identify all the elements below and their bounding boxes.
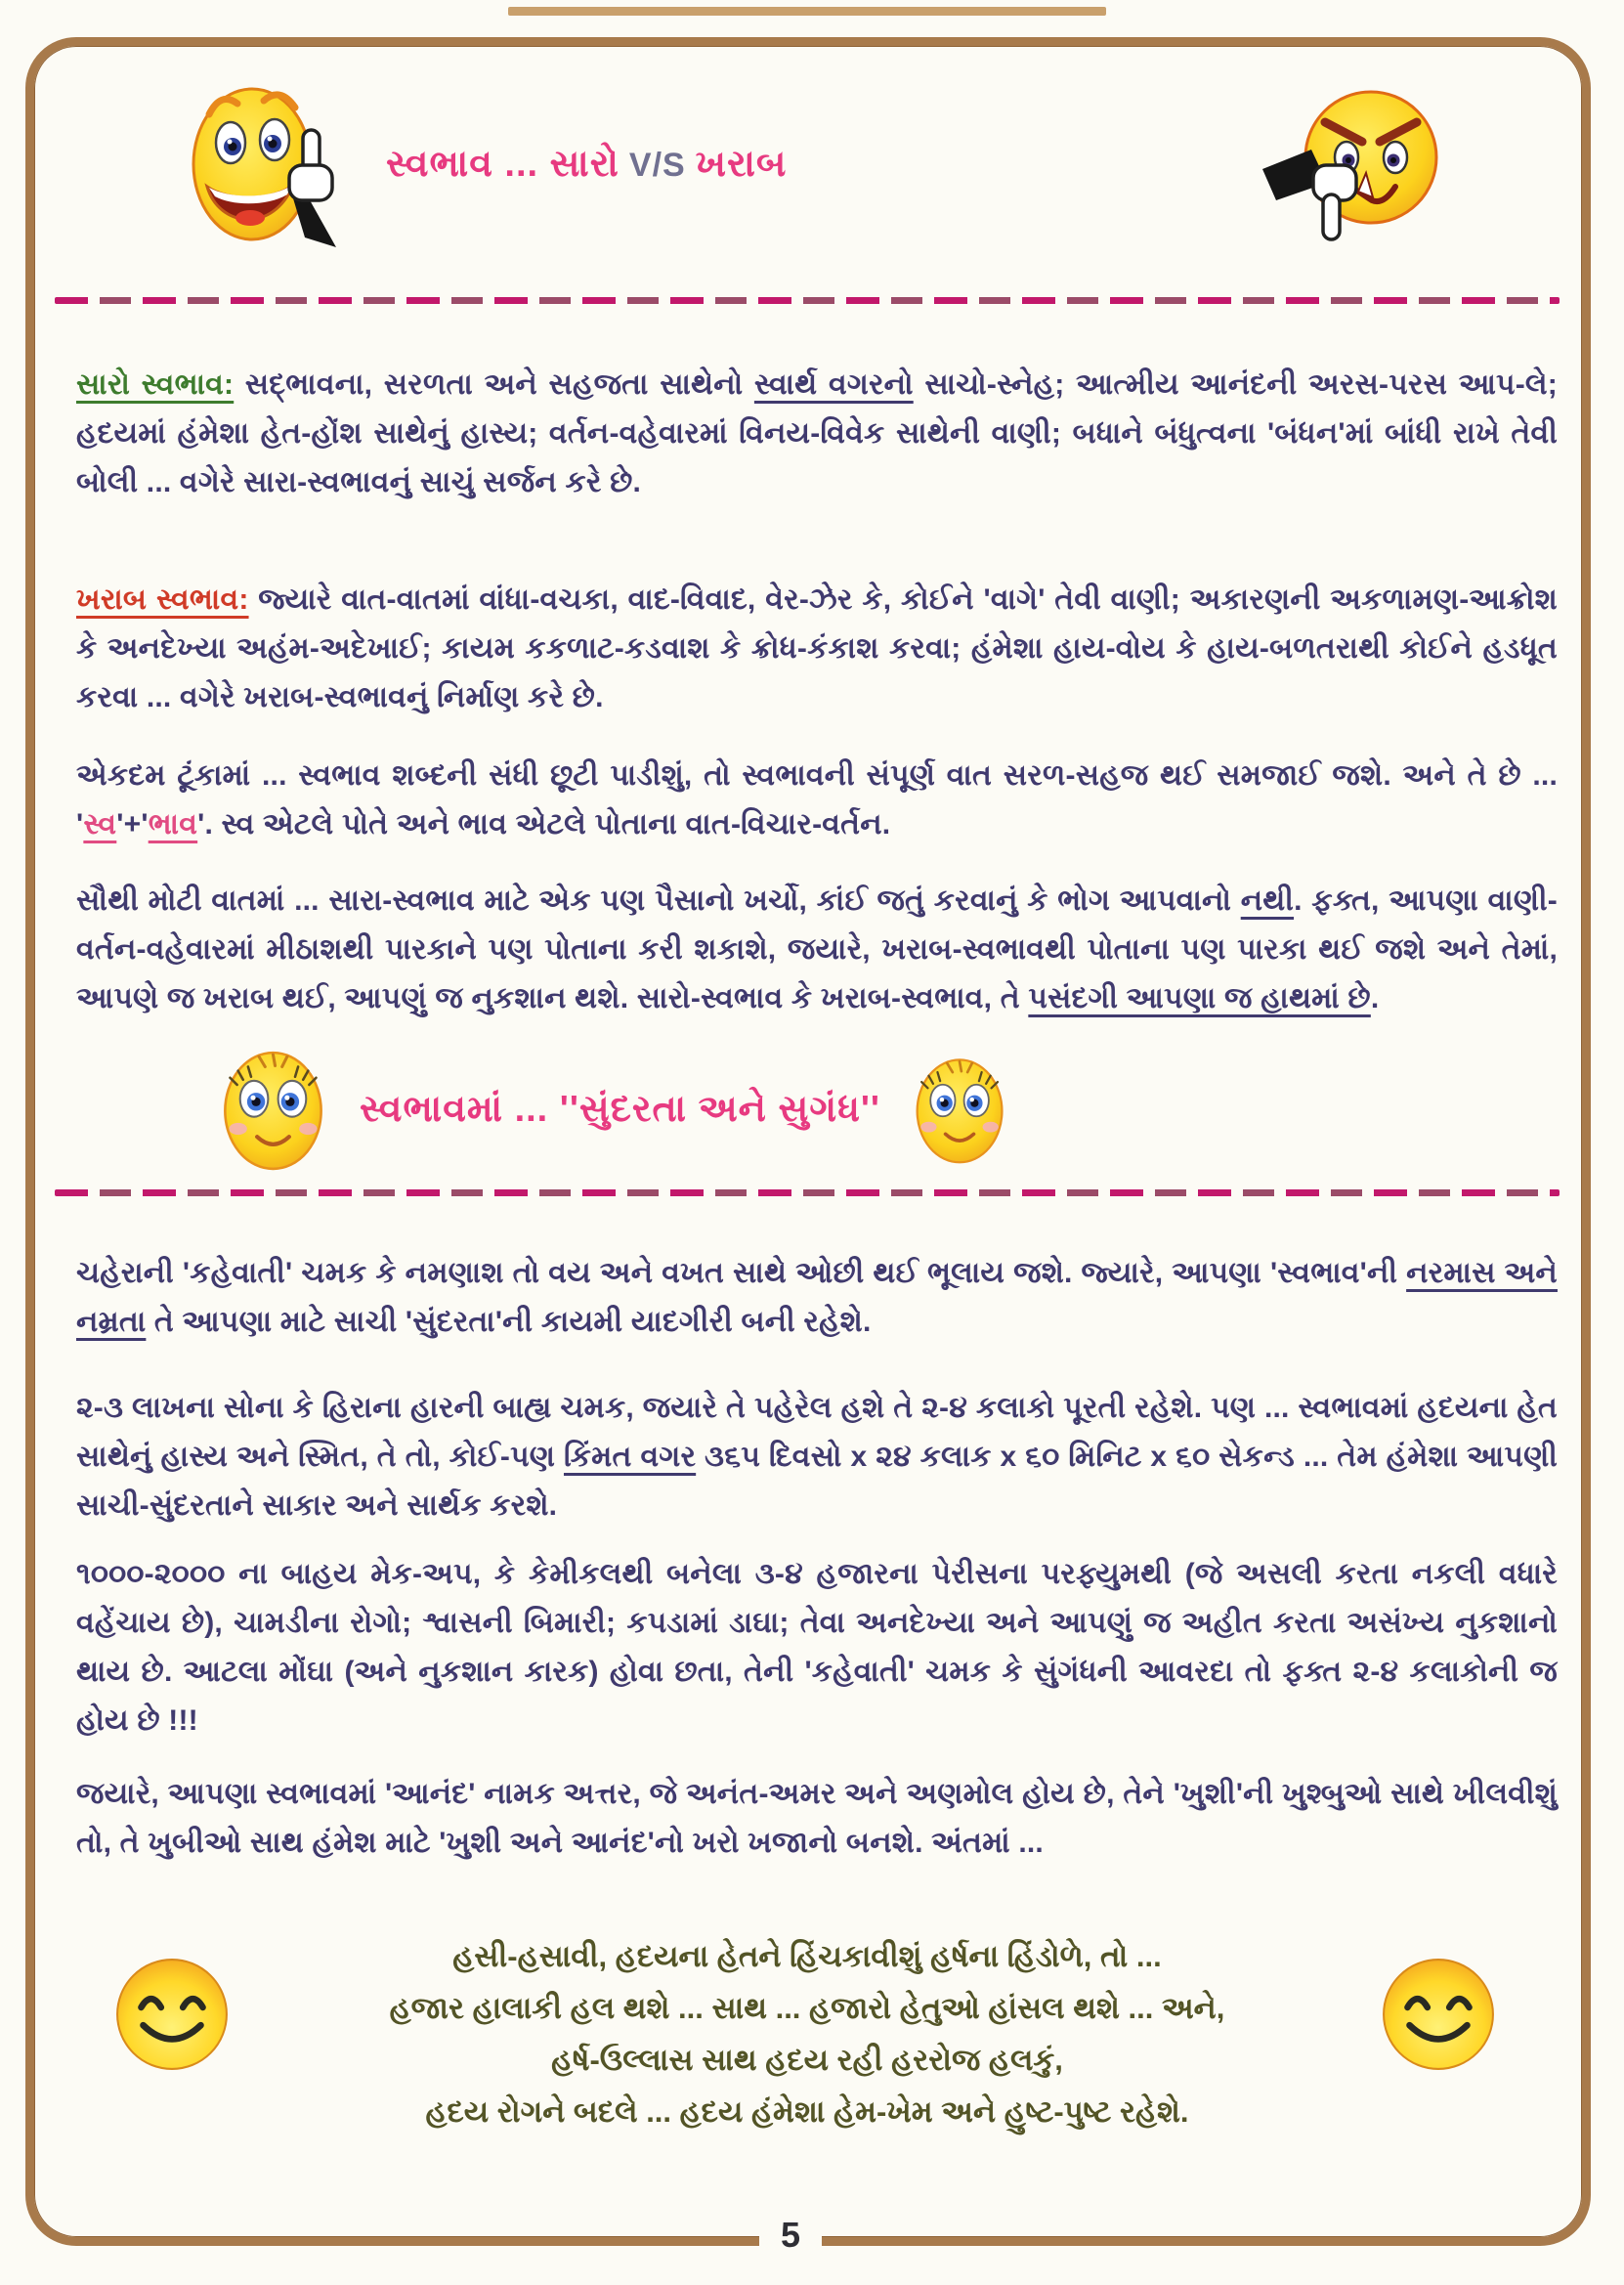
underlined-softness: નરમાસ અને નમ્રતા — [76, 1257, 1558, 1338]
header2-title: સ્વભાવમાં ... ''સુંદરતા અને સુગંધ'' — [360, 1088, 880, 1130]
cute-smiley-eyelashes-icon — [221, 1047, 326, 1172]
paragraph-swabhav-split — [76, 752, 1558, 849]
paragraph-face-glow — [76, 1249, 1558, 1347]
paragraph-text: ૩૬૫ દિવસો x ૨૪ કલાક x ૬૦ મિનિટ x ૬૦ સેકન્ડ ... તેમ હંમેશા આપણી સાચી-સુંદરતાને સાકાર અને સાર્થક કરશે. — [76, 1441, 1559, 1522]
cute-smiley-eyelashes-icon — [914, 1055, 1006, 1165]
paragraph-text: તે આપણા માટે સાચી 'સુંદરતા'ની કાયમી યાદગીરી બની રહેશે. — [146, 1306, 872, 1338]
underlined-phrase: સ્વાર્થ વગરનો — [753, 368, 914, 401]
paragraph-anand-attar — [76, 1770, 1558, 1868]
poem-line-2: હજાર હાલાકી હલ થશે ... સાથ ... હજારો હેતુઓ હાંસલ થશે ... અને, — [389, 1991, 1225, 2025]
page-content — [35, 45, 1579, 2137]
paragraph-text: સૌથી મોટી વાતમાં ... સારા-સ્વભાવ માટે એક પણ પૈસાનો ખર્ચો, કાંઈ જતું કરવાનું કે ભોગ આપવાનો — [76, 884, 1241, 917]
poem-line-3: હર્ષ-ઉલ્લાસ સાથ હદય રહી હરરોજ હલકું, — [551, 2043, 1063, 2077]
paragraph-good-nature — [76, 361, 1558, 507]
blushing-grin-smiley-icon — [1380, 1956, 1497, 2073]
underlined-swa: સ્વ — [83, 808, 117, 841]
page-number: 5 — [759, 2213, 822, 2258]
paragraph-text: '. સ્વ એટલે પોતે અને ભાવ એટલે પોતાના વાત-વિચાર-વર્તન. — [197, 808, 891, 841]
closing-poem — [35, 1930, 1579, 2137]
header1-title — [386, 144, 787, 186]
poem-line-4: હદય રોગને બદલે ... હદય હંમેશા હેમ-ખેમ અને હુષ્ટ-પુષ્ટ રહેશે. — [425, 2094, 1189, 2129]
header1-title-left: સ્વભાવ ... સારો — [386, 143, 620, 185]
scan-edge-strip — [508, 7, 1106, 16]
poem-line-1: હસી-હસાવી, હદયના હેતને હિંચકાવીશું હર્ષના હિંડોળે, તો ... — [452, 1939, 1162, 1973]
angry-smiley-thumbs-down-icon — [1259, 71, 1442, 257]
paragraph-biggest-point — [76, 877, 1558, 1023]
header-good-vs-bad — [35, 66, 1579, 262]
header1-vs: V/S — [628, 146, 686, 184]
bad-nature-label: ખરાબ સ્વભાવ: — [76, 583, 249, 616]
underlined-free-of-cost: કિંમત વગર — [563, 1441, 697, 1473]
paragraph-text: . ફક્ત, આપણા વાણી-વર્તન-વહેવારમાં મીઠાશથી પારકાને પણ પોતાના કરી શકાશે, જયારે, ખરાબ-સ્વભાવથી પોતાના પણ પારકા થઈ જશે અને તેમાં, આપણે જ ખરાબ થઈ, આપણું જ નુકશાન થશે. સારો-સ્વભાવ કે ખરાબ-સ્વભાવ, તે — [76, 884, 1558, 1014]
blushing-grin-smiley-icon — [113, 1956, 231, 2073]
paragraph-text: એકદમ ટૂંકામાં ... સ્વભાવ શબ્દની સંધી છૂટી પાડીશું, તો સ્વભાવની સંપૂર્ણ વાત સરળ-સહજ થઈ સમજાઈ જશે. અને તે છે ... ' — [76, 759, 1558, 841]
paragraph-text: ૧૦૦૦-૨૦૦૦ ના બાહય મેક-અપ, કે કેમીકલથી બનેલા ૩-૪ હજારના પેરીસના પરફ્યુમથી (જે અસલી કરતા નકલી વધારે વહેંચાય છે), ચામડીના રોગો; શ્વાસની બિમારી; કપડામાં ડાઘા; તેવા અનદેખ્યા અને આપણું જ અહીત કરતા અસંખ્ય નુકશાનો થાય છે. આટલા મોંઘા (અને નુકશાન કારક) હોવા છતા, તેની 'કહેવાતી' ચમક કે સુંગંધની આવરદા તો ફક્ત ૨-૪ કલાકોની જ હોય છે !!! — [76, 1558, 1558, 1737]
paragraph-text: જ્યારે વાત-વાતમાં વાંધા-વચકા, વાદ-વિવાદ, વેર-ઝેર કે, કોઈને 'વાગે' તેવી વાણી; અકારણની અકળામણ-આક્રોશ કે અનદેખ્યા અહંમ-અદેખાઈ; કાયમ કકળાટ-કડવાશ કે ક્રોધ-કંકાશ કરવા; હંમેશા હાય-વોય કે હાય-બળતરાથી કોઈને હડધૂત કરવા ... વગેરે ખરાબ-સ્વભાવનું નિર્માણ કરે છે. — [76, 583, 1558, 713]
paragraph-gold-necklace — [76, 1384, 1558, 1531]
header1-title-right: ખરાબ — [695, 143, 788, 185]
smiley-thumbs-up-icon — [182, 71, 343, 257]
underlined-choice: પસંદગી આપણા જ હાથમાં છે — [1028, 982, 1371, 1014]
good-nature-label: સારો સ્વભાવ: — [76, 368, 235, 401]
header-beauty-fragrance — [35, 1041, 1579, 1178]
dashed-separator-top — [55, 297, 1560, 304]
paragraph-text: ૨-૩ લાખના સોના કે હિરાના હારની બાહ્ય ચમક, જયારે તે પહેરેલ હશે તે ૨-૪ કલાકો પૂરતી રહેશે. પણ ... સ્વભાવમાં હદયના હેત સાથેનું હાસ્ય અને સ્મિત, તે તો, કોઈ-પણ — [76, 1392, 1558, 1473]
dashed-separator-middle — [55, 1189, 1560, 1196]
underlined-nathi: નથી — [1240, 884, 1295, 917]
paragraph-makeup-perfume — [76, 1550, 1558, 1746]
paragraph-bad-nature — [76, 576, 1558, 722]
paragraph-text: '+' — [116, 808, 149, 841]
paragraph-text: . — [1370, 982, 1380, 1014]
paragraph-text: ચહેરાની 'કહેવાતી' ચમક કે નમણાશ તો વય અને વખત સાથે ઓછી થઈ ભૂલાય જશે. જ્યારે, આપણા 'સ્વભાવ'ની — [76, 1257, 1407, 1289]
underlined-bhav: ભાવ — [148, 808, 198, 841]
paragraph-text: સાચો-સ્નેહ; આત્મીય આનંદની અરસ-પરસ આપ-લે; હદયમાં હંમેશા હેત-હોંશ સાથેનું હાસ્ય; વર્તન-વહેવારમાં વિનય-વિવેક સાથેની વાણી; બધાને બંધુત્વના 'બંધન'માં બાંધી રાખે તેવી બોલી ... વગેરે સારા-સ્વભાવનું સાચું સર્જન કરે છે. — [76, 368, 1558, 498]
paragraph-text: જયારે, આપણા સ્વભાવમાં 'આનંદ' નામક અત્તર, જે અનંત-અમર અને અણમોલ હોય છે, તેને 'ખુશી'ની ખુશ્બુઓ સાથે ખીલવીશું તો, તે ખુબીઓ સાથ હંમેશ માટે 'ખુશી અને આનંદ'નો ખરો ખજાનો બનશે. અંતમાં ... — [76, 1778, 1558, 1859]
paragraph-text: સદ્ભાવના, સરળતા અને સહજતા સાથેનો — [234, 368, 754, 401]
